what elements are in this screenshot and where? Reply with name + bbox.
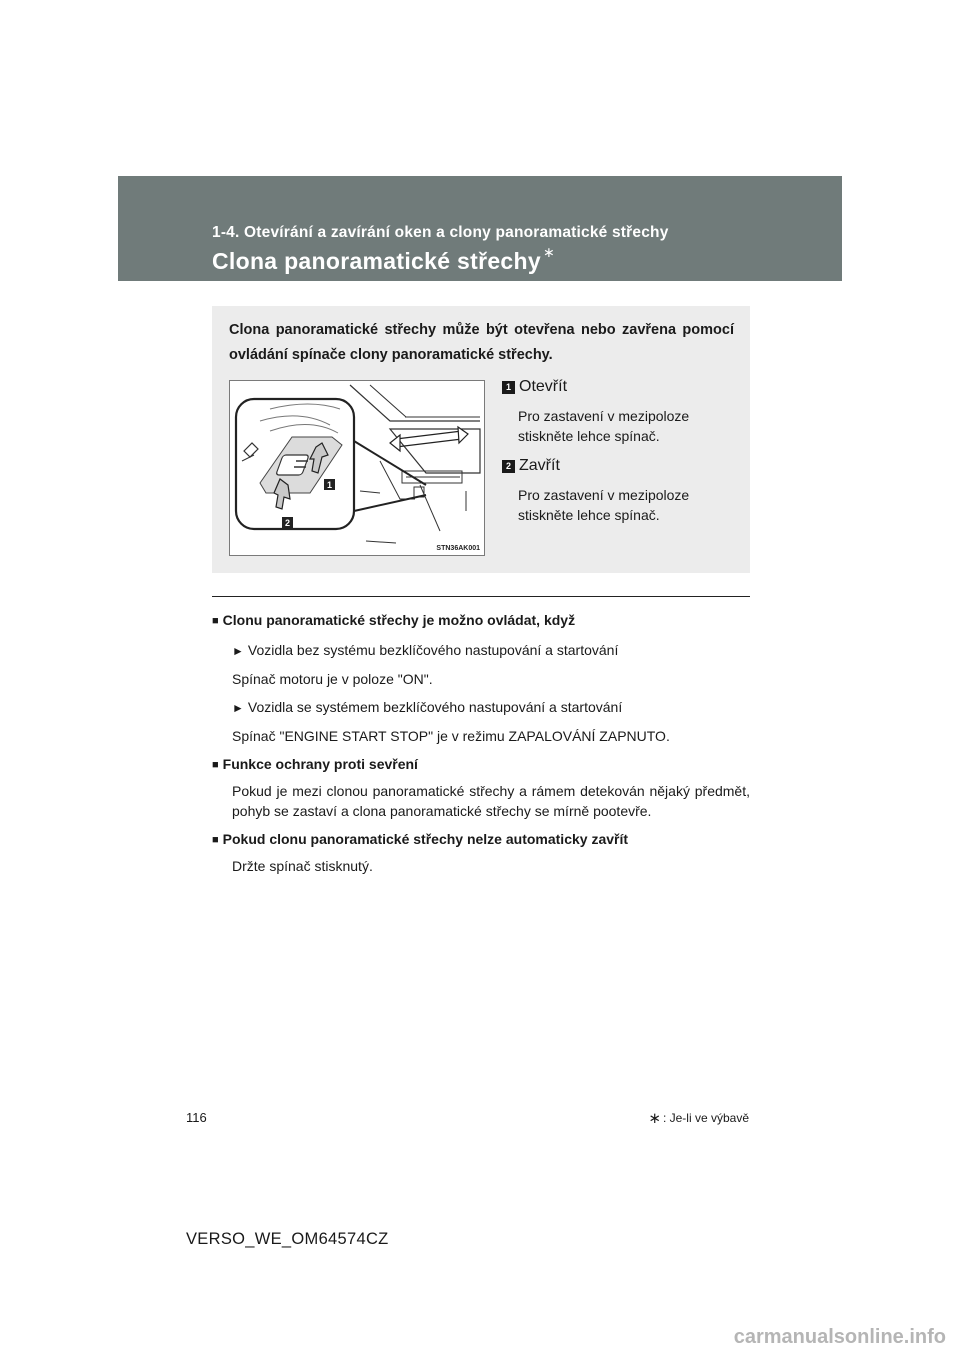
- section-cannot-close: [212, 827, 750, 877]
- section-operation-conditions: [212, 608, 750, 748]
- chapter-header-band: [118, 176, 842, 281]
- callout-2: 2: [284, 518, 291, 528]
- section-heading: ■ Clonu panoramatické střechy je možno ovládat, když: [212, 612, 576, 628]
- section-paragraph: Držte spínač stisknutý.: [232, 858, 373, 874]
- intro-text: Clona panoramatické střechy může být otevřena nebo zavřena pomocí ovládání spínače clony panoramatické střechy.: [229, 322, 734, 363]
- watermark: carmanualsonline.info: [733, 1326, 946, 1348]
- body-text: [212, 608, 750, 877]
- step-description: Pro zastavení v mezipoloze stiskněte lehce spínač.: [518, 487, 690, 523]
- square-bullet-icon: ■: [212, 834, 219, 846]
- triangle-bullet-icon: ►: [232, 701, 244, 715]
- section-paragraph: Pokud je mezi clonou panoramatické střechy a rámem detekován nějaký předmět, pohyb se zastaví a clona panoramatické střechy se mírně pootevře.: [232, 783, 750, 819]
- triangle-bullet-icon: ►: [232, 644, 244, 658]
- square-bullet-icon: ■: [212, 759, 219, 771]
- roof-shade-illustration: [229, 380, 485, 556]
- illustration-code: STN36AK001: [436, 545, 480, 552]
- section-label: 1-4. Otevírání a zavírání oken a clony panoramatické střechy: [212, 224, 669, 241]
- bullet-text: Spínač motoru je v poloze "ON".: [232, 671, 433, 687]
- document-code: VERSO_WE_OM64574CZ: [186, 1230, 389, 1248]
- page-title-text: Clona panoramatické střechy: [212, 248, 541, 274]
- square-bullet-icon: ■: [212, 615, 219, 627]
- illustration-drawing: [230, 381, 484, 555]
- step-description: Pro zastavení v mezipoloze stiskněte lehce spínač.: [518, 408, 690, 444]
- section-heading: ■ Funkce ochrany proti sevření: [212, 756, 418, 772]
- step-number-badge: 2: [502, 460, 515, 473]
- footnote: [648, 1109, 749, 1127]
- section-heading: ■ Pokud clonu panoramatické střechy nelze automaticky zavřít: [212, 831, 629, 847]
- callout-1: 1: [326, 480, 333, 490]
- info-box: [212, 306, 750, 573]
- page-number: 116: [186, 1110, 207, 1125]
- footnote-text: : Je-li ve výbavě: [662, 1111, 749, 1125]
- step-label: Zavřít: [519, 457, 560, 474]
- step-label: Otevřít: [519, 378, 568, 395]
- asterisk-icon: ∗: [648, 1110, 661, 1127]
- step-open: [502, 378, 742, 446]
- page-title: [212, 244, 555, 275]
- bullet-item: ► Vozidla bez systému bezklíčového nastupování a startování: [232, 642, 619, 658]
- section-jam-protection: [212, 752, 750, 821]
- title-asterisk-marker: ∗: [542, 244, 555, 260]
- step-close: [502, 457, 742, 525]
- section-divider: [212, 596, 750, 597]
- step-number-badge: 1: [502, 381, 515, 394]
- bullet-text: Spínač "ENGINE START STOP" je v režimu ZAPALOVÁNÍ ZAPNUTO.: [232, 728, 670, 744]
- bullet-item: ► Vozidla se systémem bezklíčového nastupování a startování: [232, 699, 623, 715]
